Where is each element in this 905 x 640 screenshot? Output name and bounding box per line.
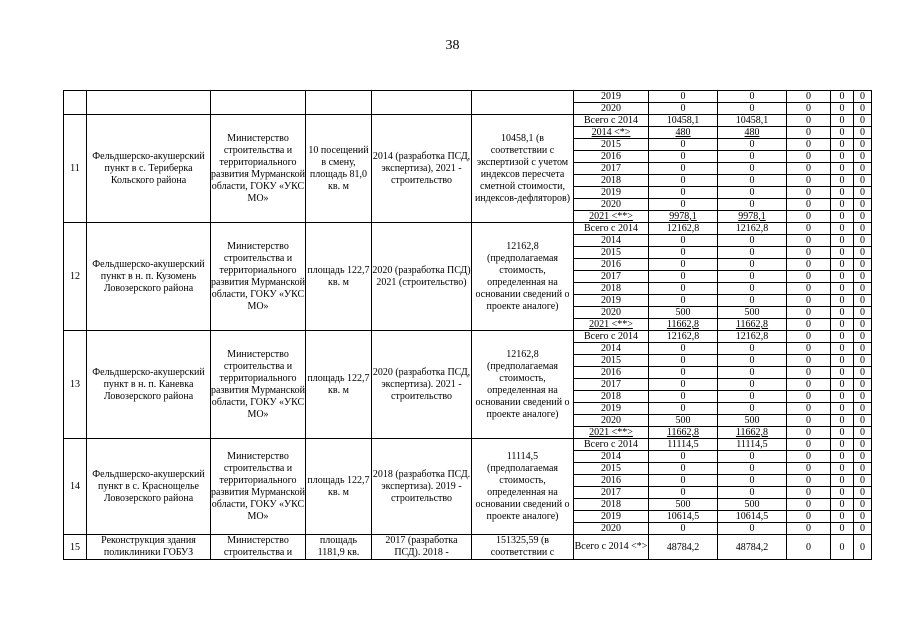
value-cell: 0 (787, 427, 831, 439)
value-cell: 0 (649, 355, 718, 367)
value-cell: 0 (649, 379, 718, 391)
object-name: Фельдшерско-акушерский пункт в н. п. Кузомень Ловозерского района (87, 223, 211, 331)
value-cell: 0 (831, 319, 854, 331)
year-cell: 2016 (574, 475, 649, 487)
value-cell: 0 (649, 367, 718, 379)
value-cell: 0 (718, 403, 787, 415)
year-cell: 2014 (574, 235, 649, 247)
value-cell: 0 (854, 391, 872, 403)
value-cell: 0 (831, 307, 854, 319)
page-number: 38 (445, 38, 460, 53)
year-cell: 2019 (574, 295, 649, 307)
value-cell: 0 (718, 475, 787, 487)
value-cell: 0 (787, 415, 831, 427)
value-cell: 0 (787, 163, 831, 175)
value-cell: 12162,8 (649, 331, 718, 343)
object-name: Фельдшерско-акушерский пункт в с. Териберка Кольского района (87, 115, 211, 223)
value-cell: 500 (649, 415, 718, 427)
year-cell: 2016 (574, 259, 649, 271)
value-cell: 0 (649, 487, 718, 499)
year-cell: 2021 <**> (574, 211, 649, 223)
value-cell: 0 (649, 235, 718, 247)
customer: Министерство строительства и (211, 535, 306, 560)
value-cell: 0 (831, 475, 854, 487)
value-cell: 0 (854, 343, 872, 355)
value-cell: 0 (787, 499, 831, 511)
value-cell: 0 (787, 451, 831, 463)
value-cell: 0 (718, 259, 787, 271)
value-cell: 480 (718, 127, 787, 139)
value-cell: 0 (854, 331, 872, 343)
value-cell: 9978,1 (718, 211, 787, 223)
year-cell: 2019 (574, 91, 649, 103)
value-cell: 0 (854, 403, 872, 415)
value-cell: 0 (831, 127, 854, 139)
value-cell: 11662,8 (718, 319, 787, 331)
estimated-cost: 12162,8 (предполагаемая стоимость, определенная на основании сведений о проекте аналоге) (472, 223, 574, 331)
value-cell: 0 (831, 523, 854, 535)
table-row (64, 331, 872, 343)
value-cell: 0 (854, 151, 872, 163)
value-cell: 0 (854, 511, 872, 523)
value-cell: 0 (787, 187, 831, 199)
value-cell: 0 (649, 91, 718, 103)
value-cell: 0 (854, 523, 872, 535)
year-cell: 2016 (574, 151, 649, 163)
value-cell: 0 (831, 463, 854, 475)
value-cell: 0 (854, 127, 872, 139)
value-cell: 0 (831, 367, 854, 379)
period: 2017 (разработка ПСД). 2018 - (372, 535, 472, 560)
value-cell: 0 (787, 199, 831, 211)
period: 2020 (разработка ПСД) 2021 (строительство) (372, 223, 472, 331)
value-cell: 0 (854, 247, 872, 259)
value-cell: 0 (854, 211, 872, 223)
year-cell: 2020 (574, 199, 649, 211)
value-cell: 0 (831, 103, 854, 115)
value-cell: 11114,5 (718, 439, 787, 451)
value-cell: 0 (718, 163, 787, 175)
year-cell: 2020 (574, 415, 649, 427)
value-cell: 0 (649, 295, 718, 307)
period: 2014 (разработка ПСД, экспертиза), 2021 - строительство (372, 115, 472, 223)
value-cell: 0 (854, 115, 872, 127)
table-row (64, 535, 872, 560)
value-cell: 0 (649, 175, 718, 187)
value-cell: 0 (787, 475, 831, 487)
value-cell: 0 (649, 523, 718, 535)
year-cell: 2019 (574, 187, 649, 199)
row-number: 12 (64, 223, 87, 331)
value-cell: 0 (787, 211, 831, 223)
estimated-cost: 10458,1 (в соответствии с экспертизой с учетом индексов пересчета сметной стоимости, индексов-дефляторов) (472, 115, 574, 223)
year-cell: 2017 (574, 487, 649, 499)
empty-cell (372, 91, 472, 115)
year-cell: 2019 (574, 403, 649, 415)
value-cell: 0 (854, 319, 872, 331)
value-cell: 0 (649, 403, 718, 415)
customer: Министерство строительства и территориального развития Мурманской области, ГОКУ «УКС МО» (211, 439, 306, 535)
value-cell: 480 (649, 127, 718, 139)
value-cell: 0 (831, 91, 854, 103)
value-cell: 0 (787, 511, 831, 523)
value-cell: 0 (831, 511, 854, 523)
value-cell: 0 (831, 163, 854, 175)
table-row (64, 91, 872, 103)
value-cell: 0 (718, 367, 787, 379)
value-cell: 500 (718, 415, 787, 427)
value-cell: 0 (787, 139, 831, 151)
value-cell: 0 (787, 115, 831, 127)
value-cell: 0 (787, 307, 831, 319)
year-cell: 2015 (574, 355, 649, 367)
row-number: 11 (64, 115, 87, 223)
value-cell: 0 (831, 199, 854, 211)
empty-cell (87, 91, 211, 115)
year-cell: 2015 (574, 139, 649, 151)
year-cell: 2014 (574, 343, 649, 355)
empty-cell (306, 91, 372, 115)
year-cell: Всего с 2014 (574, 331, 649, 343)
year-cell: 2015 (574, 463, 649, 475)
value-cell: 12162,8 (649, 223, 718, 235)
capacity: 10 посещений в смену, площадь 81,0 кв. м (306, 115, 372, 223)
value-cell: 0 (787, 127, 831, 139)
value-cell: 0 (854, 535, 872, 560)
value-cell: 0 (649, 247, 718, 259)
value-cell: 0 (718, 187, 787, 199)
value-cell: 0 (649, 391, 718, 403)
value-cell: 0 (718, 139, 787, 151)
value-cell: 0 (831, 283, 854, 295)
value-cell: 0 (831, 211, 854, 223)
estimated-cost: 12162,8 (предполагаемая стоимость, определенная на основании сведений о проекте аналоге) (472, 331, 574, 439)
year-cell: 2021 <**> (574, 427, 649, 439)
value-cell: 11662,8 (718, 427, 787, 439)
value-cell: 10458,1 (649, 115, 718, 127)
period: 2018 (разработка ПСД. экспертиза). 2019 - строительство (372, 439, 472, 535)
year-cell: 2019 (574, 511, 649, 523)
value-cell: 0 (718, 391, 787, 403)
value-cell: 0 (854, 307, 872, 319)
value-cell: 0 (854, 175, 872, 187)
value-cell: 10614,5 (649, 511, 718, 523)
value-cell: 500 (649, 307, 718, 319)
value-cell: 0 (787, 283, 831, 295)
value-cell: 0 (787, 523, 831, 535)
capacity: площадь 122,7 кв. м (306, 331, 372, 439)
value-cell: 0 (787, 235, 831, 247)
value-cell: 0 (854, 235, 872, 247)
value-cell: 0 (649, 103, 718, 115)
value-cell: 0 (718, 247, 787, 259)
value-cell: 0 (787, 355, 831, 367)
value-cell: 0 (718, 463, 787, 475)
value-cell: 0 (831, 139, 854, 151)
table-row (64, 223, 872, 235)
value-cell: 0 (831, 151, 854, 163)
table-row (64, 115, 872, 127)
value-cell: 0 (831, 379, 854, 391)
value-cell: 0 (831, 427, 854, 439)
value-cell: 0 (831, 403, 854, 415)
value-cell: 0 (718, 271, 787, 283)
value-cell: 0 (854, 295, 872, 307)
value-cell: 0 (854, 103, 872, 115)
value-cell: 0 (854, 487, 872, 499)
value-cell: 0 (787, 535, 831, 560)
customer: Министерство строительства и территориального развития Мурманской области, ГОКУ «УКС МО» (211, 223, 306, 331)
value-cell: 0 (787, 271, 831, 283)
value-cell: 0 (831, 355, 854, 367)
value-cell: 10614,5 (718, 511, 787, 523)
value-cell: 11662,8 (649, 319, 718, 331)
value-cell: 0 (854, 451, 872, 463)
value-cell: 0 (649, 139, 718, 151)
value-cell: 11114,5 (649, 439, 718, 451)
value-cell: 0 (831, 487, 854, 499)
value-cell: 0 (831, 343, 854, 355)
year-cell: 2018 (574, 283, 649, 295)
value-cell: 0 (854, 499, 872, 511)
value-cell: 0 (854, 475, 872, 487)
year-cell: Всего с 2014 (574, 223, 649, 235)
value-cell: 0 (831, 175, 854, 187)
estimated-cost: 11114,5 (предполагаемая стоимость, определенная на основании сведений о проекте аналоге) (472, 439, 574, 535)
value-cell: 0 (854, 355, 872, 367)
value-cell: 0 (787, 247, 831, 259)
value-cell: 0 (649, 259, 718, 271)
value-cell: 0 (718, 175, 787, 187)
empty-cell (64, 91, 87, 115)
capacity: площадь 1181,9 кв. (306, 535, 372, 560)
value-cell: 0 (787, 151, 831, 163)
value-cell: 0 (787, 367, 831, 379)
value-cell: 0 (787, 379, 831, 391)
row-number: 13 (64, 331, 87, 439)
value-cell: 0 (718, 151, 787, 163)
value-cell: 0 (831, 223, 854, 235)
value-cell: 0 (831, 259, 854, 271)
value-cell: 0 (649, 463, 718, 475)
value-cell: 0 (718, 343, 787, 355)
value-cell: 0 (831, 391, 854, 403)
value-cell: 0 (854, 427, 872, 439)
value-cell: 0 (718, 487, 787, 499)
year-cell: 2020 (574, 103, 649, 115)
object-name: Фельдшерско-акушерский пункт в н. п. Каневка Ловозерского района (87, 331, 211, 439)
customer: Министерство строительства и территориального развития Мурманской области, ГОКУ «УКС МО» (211, 331, 306, 439)
year-cell: 2021 <**> (574, 319, 649, 331)
value-cell: 0 (787, 403, 831, 415)
capacity: площадь 122,7 кв. м (306, 223, 372, 331)
year-cell: Всего с 2014 (574, 115, 649, 127)
value-cell: 0 (649, 151, 718, 163)
value-cell: 0 (787, 103, 831, 115)
value-cell: 0 (787, 259, 831, 271)
value-cell: 0 (831, 331, 854, 343)
year-cell: 2017 (574, 163, 649, 175)
value-cell: 0 (649, 451, 718, 463)
value-cell: 0 (718, 283, 787, 295)
object-name: Фельдшерско-акушерский пункт в с. Краснощелье Ловозерского района (87, 439, 211, 535)
table-row (64, 439, 872, 451)
value-cell: 0 (649, 187, 718, 199)
row-number: 14 (64, 439, 87, 535)
value-cell: 0 (787, 439, 831, 451)
year-cell: Всего с 2014 (574, 439, 649, 451)
object-name: Реконструкция здания поликлиники ГОБУЗ (87, 535, 211, 560)
value-cell: 0 (854, 463, 872, 475)
value-cell: 0 (787, 223, 831, 235)
year-cell: 2018 (574, 499, 649, 511)
value-cell: 0 (854, 187, 872, 199)
value-cell: 0 (854, 415, 872, 427)
value-cell: 0 (831, 235, 854, 247)
value-cell: 0 (854, 199, 872, 211)
investment-table (63, 90, 872, 560)
value-cell: 0 (854, 379, 872, 391)
value-cell: 0 (649, 283, 718, 295)
value-cell: 0 (787, 331, 831, 343)
value-cell: 0 (831, 271, 854, 283)
value-cell: 9978,1 (649, 211, 718, 223)
value-cell: 48784,2 (649, 535, 718, 560)
value-cell: 0 (831, 187, 854, 199)
value-cell: 12162,8 (718, 331, 787, 343)
value-cell: 11662,8 (649, 427, 718, 439)
value-cell: 500 (718, 307, 787, 319)
value-cell: 0 (718, 523, 787, 535)
value-cell: 0 (854, 283, 872, 295)
value-cell: 0 (787, 91, 831, 103)
value-cell: 0 (718, 235, 787, 247)
year-cell: 2018 (574, 391, 649, 403)
value-cell: 0 (831, 499, 854, 511)
value-cell: 12162,8 (718, 223, 787, 235)
value-cell: 0 (718, 199, 787, 211)
value-cell: 48784,2 (718, 535, 787, 560)
estimated-cost: 151325,59 (в соответствии с (472, 535, 574, 560)
value-cell: 0 (718, 379, 787, 391)
year-cell: 2017 (574, 379, 649, 391)
empty-cell (472, 91, 574, 115)
value-cell: 0 (854, 271, 872, 283)
value-cell: 0 (831, 295, 854, 307)
year-cell: 2018 (574, 175, 649, 187)
value-cell: 0 (854, 139, 872, 151)
value-cell: 0 (831, 115, 854, 127)
value-cell: 500 (649, 499, 718, 511)
value-cell: 500 (718, 499, 787, 511)
value-cell: 0 (831, 247, 854, 259)
value-cell: 0 (649, 343, 718, 355)
year-cell: 2016 (574, 367, 649, 379)
value-cell: 0 (718, 295, 787, 307)
value-cell: 0 (718, 451, 787, 463)
year-cell: 2017 (574, 271, 649, 283)
value-cell: 0 (787, 463, 831, 475)
value-cell: 0 (649, 163, 718, 175)
row-number: 15 (64, 535, 87, 560)
value-cell: 0 (831, 535, 854, 560)
value-cell: 10458,1 (718, 115, 787, 127)
value-cell: 0 (854, 223, 872, 235)
value-cell: 0 (649, 199, 718, 211)
value-cell: 0 (649, 475, 718, 487)
value-cell: 0 (787, 391, 831, 403)
value-cell: 0 (831, 451, 854, 463)
value-cell: 0 (787, 175, 831, 187)
value-cell: 0 (649, 271, 718, 283)
year-cell: 2015 (574, 247, 649, 259)
value-cell: 0 (854, 259, 872, 271)
year-cell: 2020 (574, 307, 649, 319)
year-cell: 2014 (574, 451, 649, 463)
value-cell: 0 (787, 487, 831, 499)
year-cell: Всего с 2014 <*> (574, 535, 649, 560)
value-cell: 0 (854, 91, 872, 103)
capacity: площадь 122,7 кв. м (306, 439, 372, 535)
value-cell: 0 (787, 319, 831, 331)
value-cell: 0 (854, 439, 872, 451)
value-cell: 0 (831, 439, 854, 451)
value-cell: 0 (718, 103, 787, 115)
value-cell: 0 (718, 91, 787, 103)
period: 2020 (разработка ПСД, экспертиза). 2021 - строительство (372, 331, 472, 439)
year-cell: 2014 <*> (574, 127, 649, 139)
value-cell: 0 (718, 355, 787, 367)
value-cell: 0 (854, 163, 872, 175)
value-cell: 0 (831, 415, 854, 427)
value-cell: 0 (854, 367, 872, 379)
value-cell: 0 (787, 295, 831, 307)
year-cell: 2020 (574, 523, 649, 535)
customer: Министерство строительства и территориального развития Мурманской области, ГОКУ «УКС МО» (211, 115, 306, 223)
value-cell: 0 (787, 343, 831, 355)
empty-cell (211, 91, 306, 115)
